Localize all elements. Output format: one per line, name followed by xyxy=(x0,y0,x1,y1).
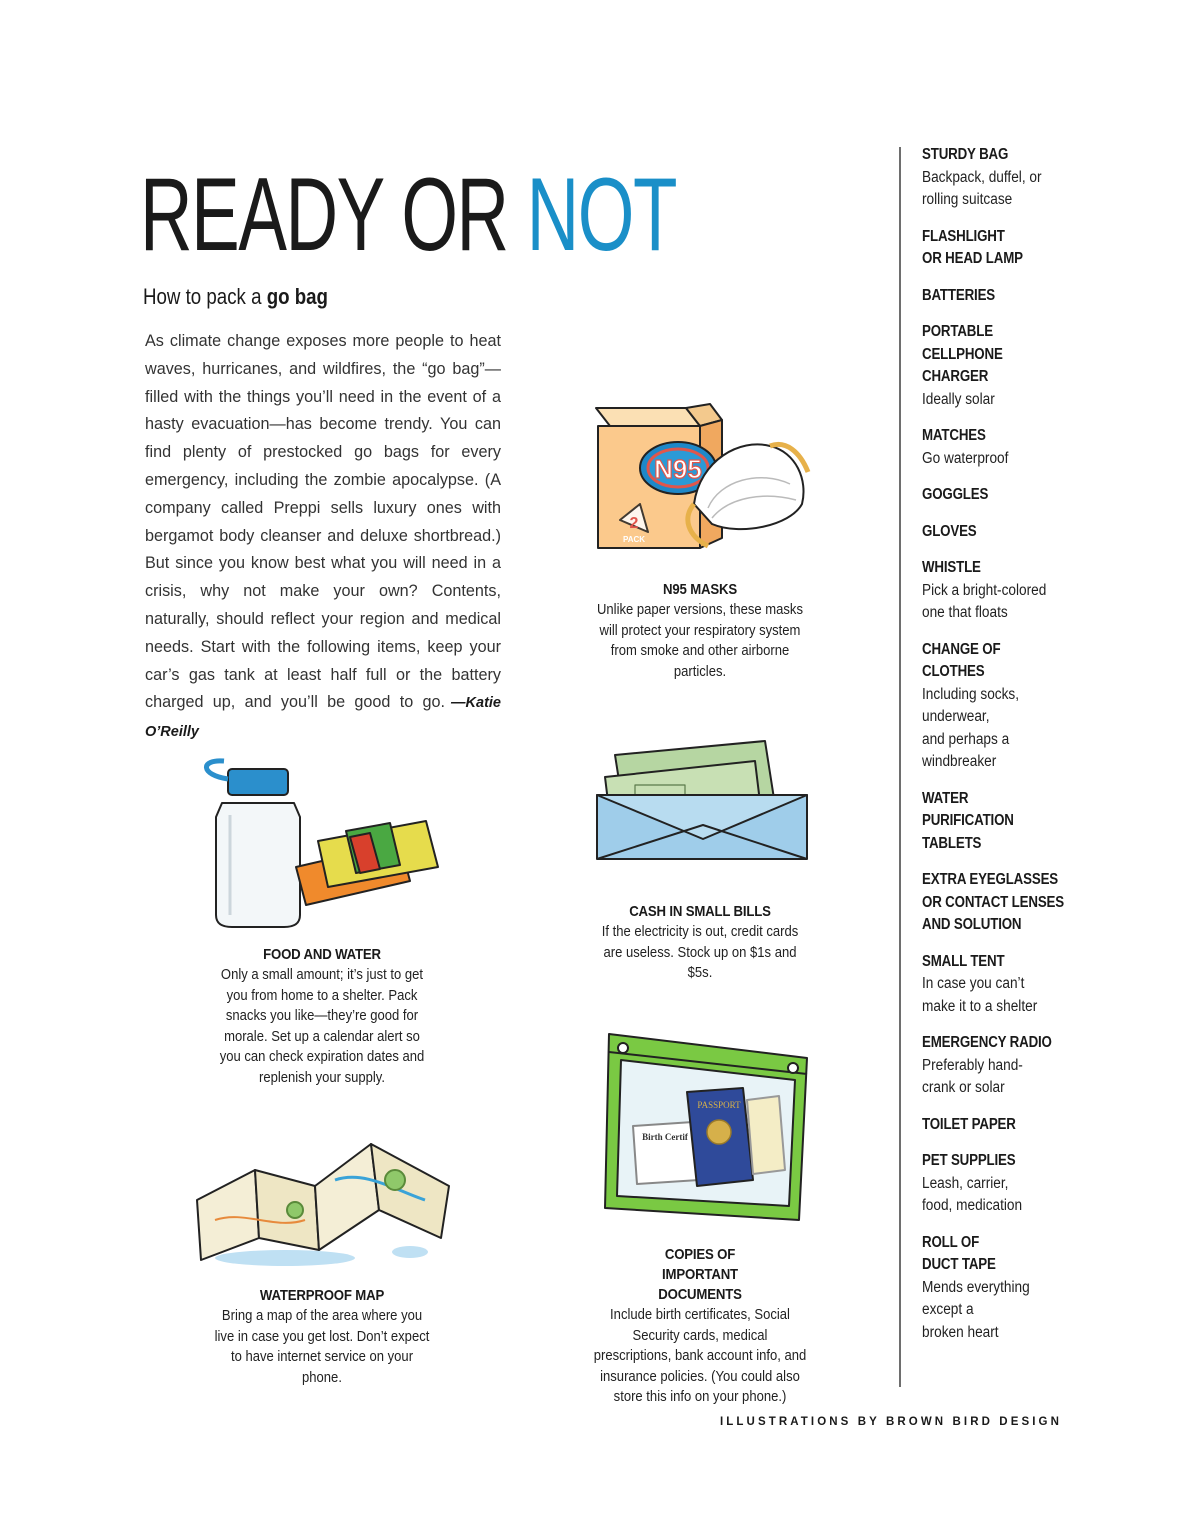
column-divider xyxy=(899,147,901,1387)
item-name: COPIES OF IMPORTANT DOCUMENTS xyxy=(658,1246,742,1303)
item-cash xyxy=(580,902,820,984)
checklist-item-name: STURDY BAG xyxy=(922,146,1009,163)
documents-pouch-illustration xyxy=(603,1030,813,1225)
subtitle-prefix: How to pack a xyxy=(143,284,267,309)
checklist-item xyxy=(922,425,1162,470)
checklist-item xyxy=(922,639,1162,774)
checklist-item-description: Leash, carrier, food, medication xyxy=(922,1174,1023,1214)
checklist-item-name: WATER PURIFICATION TABLETS xyxy=(922,789,1014,852)
checklist-item-name: EMERGENCY RADIO xyxy=(922,1034,1052,1051)
byline: —Katie O’Reilly xyxy=(145,695,501,741)
checklist-item-name: GOGGLES xyxy=(922,486,989,503)
checklist-item-description: Pick a bright-colored one that floats xyxy=(922,581,1047,621)
checklist-item-name: EXTRA EYEGLASSES OR CONTACT LENSES AND SOLUTION xyxy=(922,871,1064,933)
cash-envelope-illustration xyxy=(595,735,810,860)
checklist-item xyxy=(922,1114,1162,1137)
item-name: N95 MASKS xyxy=(663,581,737,598)
item-description: Only a small amount; it’s just to get you from home to a shelter. Pack snacks you like—they’re good for morale. Set up a calendar alert so you can check expiration dates and replenish your supply. xyxy=(219,967,425,1086)
title-accent: NOT xyxy=(526,157,677,273)
checklist-item xyxy=(922,788,1162,856)
checklist-item xyxy=(922,285,1162,308)
checklist-item-name: PORTABLE CELLPHONE CHARGER xyxy=(922,323,1003,385)
checklist-item-name: GLOVES xyxy=(922,522,977,540)
item-important-documents xyxy=(580,1245,820,1408)
waterproof-map-illustration xyxy=(195,1140,455,1270)
water-bottle-snacks-illustration xyxy=(200,755,460,930)
n95-pack-label: 2 xyxy=(629,515,639,532)
n95-pack-sub: PACK xyxy=(622,535,646,544)
checklist-item xyxy=(922,1232,1162,1345)
item-description: Include birth certificates, Social Security cards, medical prescriptions, bank account info, and insurance policies. (You could also store this info on your phone.) xyxy=(593,1307,807,1405)
subtitle xyxy=(143,284,328,310)
passport-label: PASSPORT xyxy=(697,1100,741,1110)
checklist xyxy=(922,144,1162,1358)
checklist-item xyxy=(922,951,1162,1019)
item-n95-masks xyxy=(580,580,820,682)
subtitle-bold: go bag xyxy=(266,284,328,309)
checklist-item xyxy=(922,484,1162,507)
checklist-item-name: CHANGE OF CLOTHES xyxy=(922,640,1001,680)
checklist-item-description: Preferably hand- crank or solar xyxy=(922,1056,1023,1096)
checklist-item xyxy=(922,1032,1162,1100)
checklist-item-description: Including socks, underwear, and perhaps a windbreaker xyxy=(922,685,1020,770)
checklist-item-description: Ideally solar xyxy=(922,390,995,408)
n95-masks-illustration xyxy=(590,400,820,560)
checklist-item-description: Go waterproof xyxy=(922,449,1009,467)
checklist-item xyxy=(922,226,1162,271)
checklist-item xyxy=(922,1150,1162,1218)
checklist-item-description: Mends everything except a broken heart xyxy=(922,1278,1030,1341)
checklist-item-name: PET SUPPLIES xyxy=(922,1152,1016,1169)
checklist-item xyxy=(922,521,1162,544)
checklist-item-name: FLASHLIGHT OR HEAD LAMP xyxy=(922,227,1023,267)
item-food-and-water xyxy=(202,945,442,1088)
checklist-item-name: TOILET PAPER xyxy=(922,1115,1016,1133)
checklist-item xyxy=(922,321,1162,411)
n95-box-label: N95 xyxy=(654,454,702,484)
item-name: FOOD AND WATER xyxy=(263,946,381,963)
birth-certificate-label: Birth Certif xyxy=(642,1132,688,1142)
checklist-item xyxy=(922,557,1162,625)
intro-text: As climate change exposes more people to heat waves, hurricanes, and wildfires, the “go bag”—filled with the things you’ll need in the event of a hasty evacuation—has become trendy. You can find plenty of prestocked go bags for every emergency, including the zombie apocalypse. (A company called Preppi sells luxury ones with bergamot body cleanser and deluxe shortbread.) But since you know best what you will need in a crisis, why not make your own? Contents, naturally, should reflect your region and medical needs. Start with the following items, keep your car’s gas tank at least half full or the battery charged up, and you’ll be good to go. xyxy=(145,332,501,712)
item-description: Unlike paper versions, these masks will protect your respiratory system from smoke and other airborne particles. xyxy=(596,602,803,680)
item-description: If the electricity is out, credit cards are useless. Stock up on $1s and $5s. xyxy=(601,924,799,981)
checklist-item-name: WHISTLE xyxy=(922,559,981,576)
checklist-item-name: BATTERIES xyxy=(922,286,996,304)
item-waterproof-map xyxy=(202,1286,442,1388)
title-main: READY OR xyxy=(140,157,527,273)
checklist-item xyxy=(922,869,1162,937)
item-description: Bring a map of the area where you live in case you get lost. Don’t expect to have internet service on your phone. xyxy=(214,1308,430,1386)
intro-paragraph xyxy=(145,328,501,747)
checklist-item xyxy=(922,144,1162,212)
item-name: CASH IN SMALL BILLS xyxy=(629,903,771,920)
checklist-item-name: MATCHES xyxy=(922,427,986,444)
checklist-item-name: SMALL TENT xyxy=(922,952,1005,970)
checklist-item-description: Backpack, duffel, or rolling suitcase xyxy=(922,168,1042,208)
page-title xyxy=(140,157,677,273)
checklist-item-name: ROLL OF DUCT TAPE xyxy=(922,1233,996,1273)
checklist-item-description: In case you can’t make it to a shelter xyxy=(922,975,1038,1015)
illustration-credit: ILLUSTRATIONS BY BROWN BIRD DESIGN xyxy=(720,1416,1063,1428)
item-name: WATERPROOF MAP xyxy=(259,1287,385,1304)
